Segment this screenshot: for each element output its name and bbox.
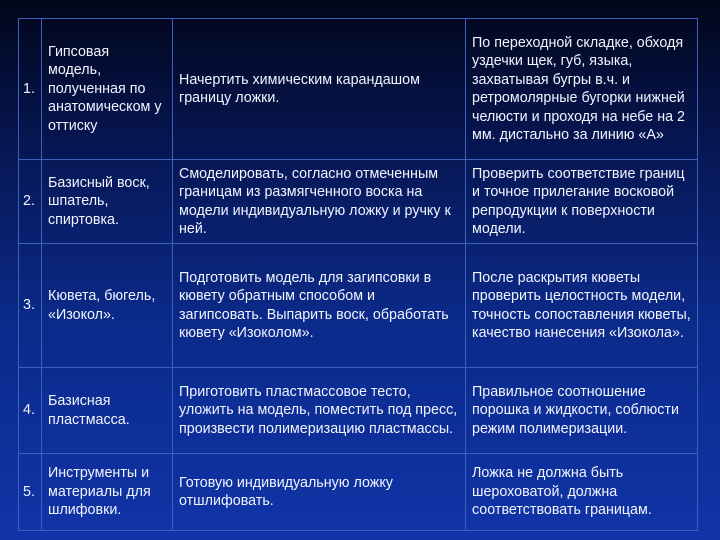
table-row (19, 244, 698, 368)
materials-cell: Базисный воск, шпатель, спиртовка. (42, 160, 173, 244)
table-row (19, 368, 698, 454)
step-number: 5. (19, 454, 42, 531)
action-cell: Готовую индивидуальную ложку отшлифовать. (173, 454, 466, 531)
materials-cell: Гипсовая модель, полученная по анатомическом у оттиску (42, 19, 173, 160)
action-cell: Смоделировать, согласно отмеченным границам из размягченного воска на модели индивидуальную ложку и ручку к ней. (173, 160, 466, 244)
control-cell: После раскрытия кюветы проверить целостность модели, точность сопоставления кюветы, качество нанесения «Изокола». (466, 244, 698, 368)
action-cell: Приготовить пластмассовое тесто, уложить на модель, поместить под пресс, произвести полимеризацию пластмассы. (173, 368, 466, 454)
step-number: 2. (19, 160, 42, 244)
procedure-table (18, 18, 698, 531)
step-number: 4. (19, 368, 42, 454)
step-number: 3. (19, 244, 42, 368)
action-cell: Подготовить модель для загипсовки в кювету обратным способом и загипсовать. Выпарить воск, обработать кювету «Изоколом». (173, 244, 466, 368)
control-cell: По переходной складке, обходя уздечки щек, губ, языка, захватывая бугры в.ч. и ретромолярные бугорки нижней челюсти и проходя на небе на 2 мм. дистально за линию «А» (466, 19, 698, 160)
action-cell: Начертить химическим карандашом границу ложки. (173, 19, 466, 160)
materials-cell: Кювета, бюгель, «Изокол». (42, 244, 173, 368)
control-cell: Ложка не должна быть шероховатой, должна соответствовать границам. (466, 454, 698, 531)
table-row (19, 160, 698, 244)
control-cell: Проверить соответствие границ и точное прилегание восковой репродукции к поверхности модели. (466, 160, 698, 244)
materials-cell: Инструменты и материалы для шлифовки. (42, 454, 173, 531)
materials-cell: Базисная пластмасса. (42, 368, 173, 454)
table-row (19, 19, 698, 160)
step-number: 1. (19, 19, 42, 160)
table-row (19, 454, 698, 531)
control-cell: Правильное соотношение порошка и жидкости, соблюсти режим полимеризации. (466, 368, 698, 454)
